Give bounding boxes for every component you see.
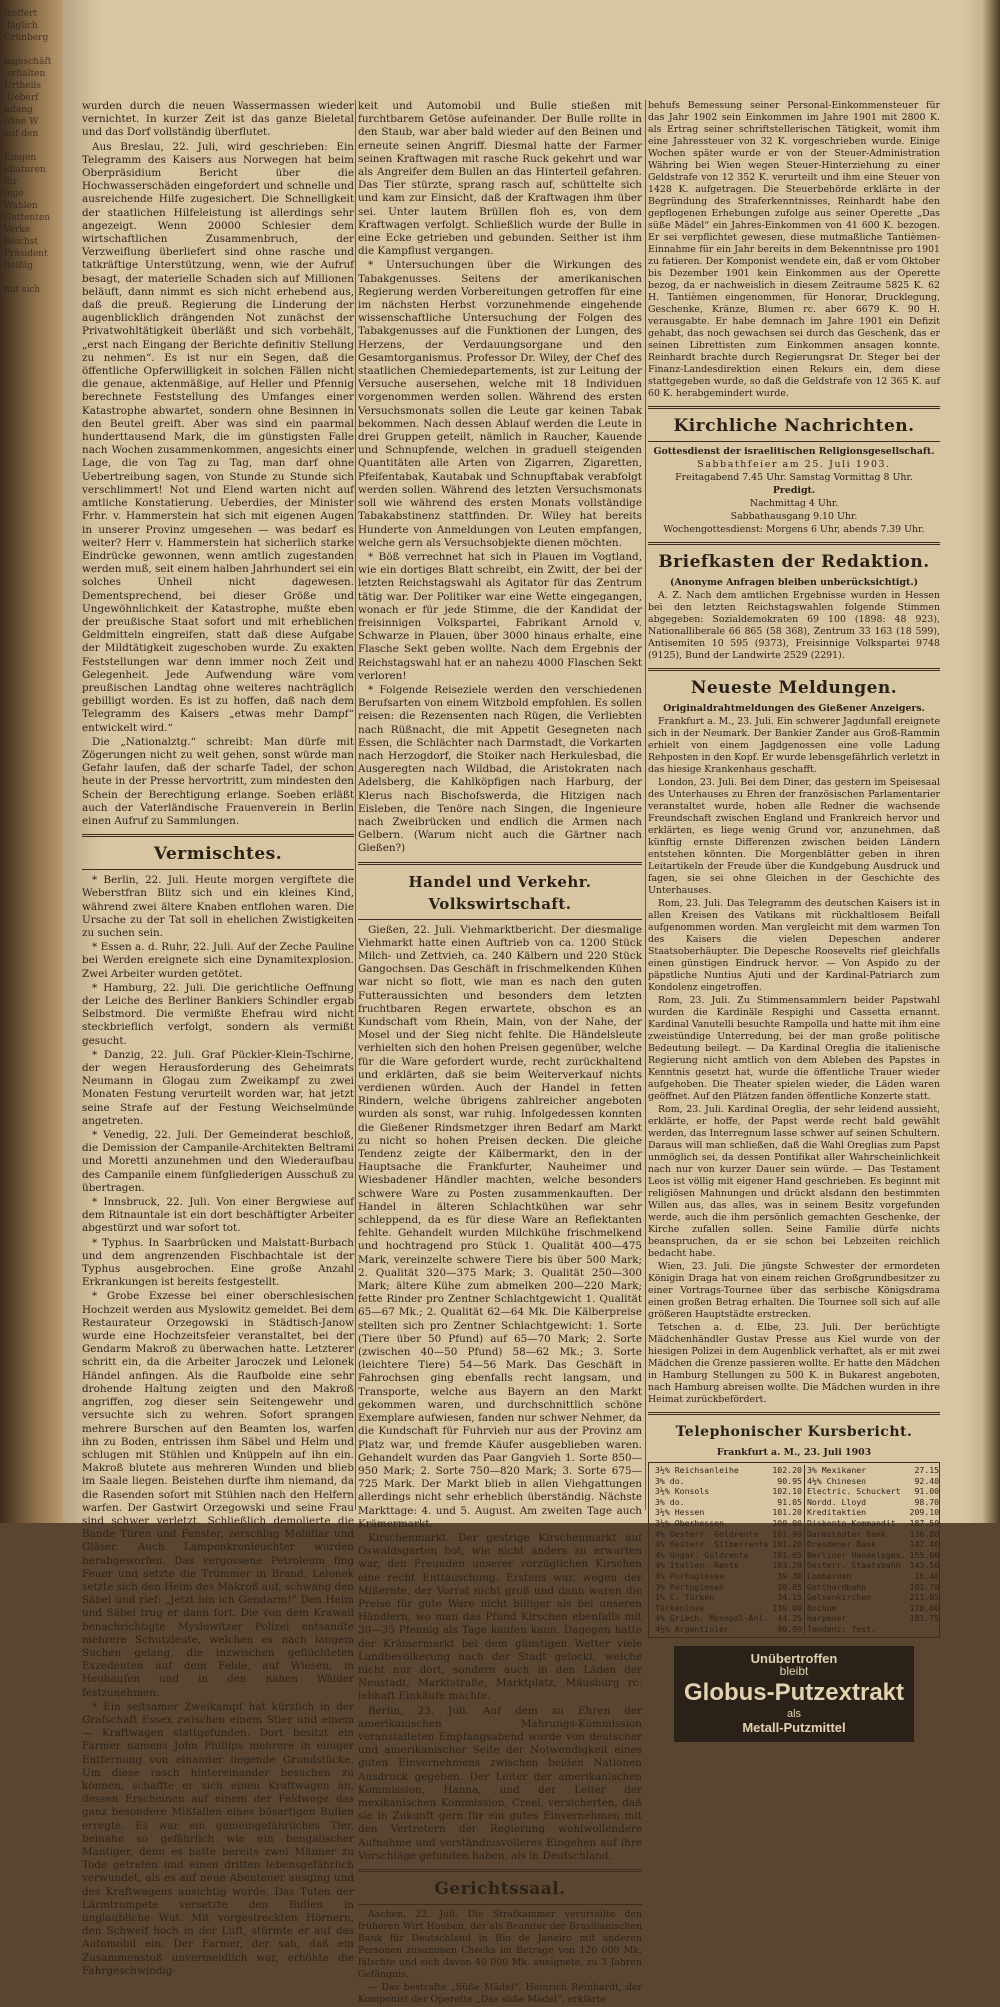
section-heading-gerichtssaal: Gerichtssaal.: [434, 1879, 566, 1899]
column-2: [358, 100, 642, 2007]
stock-name: Electric. Schuckert: [804, 1486, 907, 1497]
column-1: [82, 100, 354, 1979]
column-3: [648, 100, 940, 1742]
stock-name: Berliner Handelsges.: [804, 1550, 907, 1561]
article-text: * Untersuchungen über die Wirkungen des Tabakgenusses. Seitens der amerikanischen Regierung werden Vorbereitungen getroffen für eine im nächsten Herbst vorzunehmende eingehende wissenschaftliche Untersuchung der Folgen des Tabakgenusses auf die Funktionen der Lungen, des Herzens, der Verdauungsorgane und den Gesamtorganismus. Professor Dr. Wiley, der Chef des staatlichen Chemiedepartements, ist zur Leitung der Versuche ausersehen, welche mit 18 Individuen vorgenommen werden sollen. Während des ersten Versuchsmonats sollen die Leute gar keinen Tabak bekommen. Nach dessen Ablauf werden die Leute in drei Gruppen geteilt, nämlich in Raucher, Kauende und Schnupfende, welchen in graduell steigenden Quantitäten alle Arten von Zigarren, Zigaretten, Pfeifentabak, Kautabak und Schnupftabak verabfolgt werden sollen. Während des letzten Versuchsmonats soll wie während des ersten Monats vollständige Tabakabstinenz stattfinden. Dr. Wiley hat bereits Hunderte von Anmeldungen von Leuten empfangen, welche gern als Versuchsobjekte dienen möchten.: [358, 259, 642, 549]
market-report: Kirschenmarkt. Der gestrige Kirschenmarkt auf Oswaldsgarten bot, wie nicht anders zu erwarten war, den Freunden unserer vorzüglichen Kirschen eine recht Enttäuschung. Erstens war, wegen der Mißernte, der Vorrat nicht groß und dann waren die Preise für gute Ware nicht billiger als bei unseren Händlern, wo man das Pfund Kirschen ebenfalls mit 30—35 Pfennig als Tage kaufen kann. Dagegen hatte der Krämermarkt bei dem günstigen Wetter viele Landbevölkerung nach der Stadt gelockt, welche nicht nur dort, sondern auch in den Läden der Neustadt, Marktstraße, Marktplatz, Mäusburg rc. lebhaft Einkäufe machte.: [358, 1531, 642, 1703]
stock-price: 39.30: [777, 1570, 802, 1581]
market-report: Gießen, 22. Juli. Viehmarktbericht. Der diesmalige Viehmarkt hatte einen Auftrieb von ca. 1200 Stück Milch- und Zettvieh, ca. 240 Kälbern und 220 Stück Gangochsen. Das Geschäft in frischmelkenden Kühen war nicht so flott, wie man es nach den guten Futteraussichten und besonders dem letzten fruchtbaren Regen erwartete, obschon es an Kundschaft vom Rhein, Main, von der Nahe, der Mosel und der Sieg nicht fehlte. Die Händelsleute verhielten sich den hohen Preisen gegenüber, welche für die Ware gefordert wurde, recht zurückhaltend und erklärten, daß sie beim Weiterverkauf nichts verdienen würden. Auch der Handel in fetten Rindern, welche übrigens zahlreicher angeboten wurden als sonst, war ruhig. Infolgedessen konnten die Gießener Rindsmetzger ihren Bedarf am Markt zu nicht so hohen Preisen decken. Die gleiche Tendenz zeigte der Kälbermarkt, den in der Hauptsache die Frankfurter, Nauheimer und Wiesbadener Händler machten, welche besonders schwere Ware zu Posten zusammenkauften. Der Handel in älteren Schlachtkühen war sehr schleppend, da es für diese Ware an Reflektanten fehlte. Gehandelt wurden Milchkühe frischmelkend und hochtragend pro Stück 1. Qualität 400—475 Mark, vereinzelte schwere Tiere bis über 500 Mark; 2. Qualität 320—375 Mark; 3. Qualität 250—300 Mark; ältere Kühe zum abmelken 200—220 Mark; fette Rinder pro Zentner Schlachtgewicht 1. Qualität 65—67 Mk.; 2. Qualität 62—64 Mk. Die Kälberpreise stellten sich pro Zentner Schlachtgewicht: 1. Sorte (Tiere über 50 Pfund) auf 65—70 Mark; 2. Sorte (zwischen 40—50 Pfund) 58—62 Mk.; 3. Sorte (leichtere Tiere) 54—56 Mark. Das Geschäft in Fahrochsen ging ebenfalls recht langsam, und Transporte, welche aus Bayern an den Markt gekommen waren, und durchschnittlich schöne Exemplare aufwiesen, fanden nur schwer Nehmer, da die Kundschaft für Fuhrvieh nur aus der Provinz am Platz war, und fremde Käufer ausgeblieben waren. Gehandelt wurden das Paar Gangvieh 1. Sorte 850—950 Mark; 2. Sorte 750—820 Mark; 3. Sorte 675—725 Mark. Der Markt blieb in allen Viehgattungen allerdings nicht sehr erheblich überständig. Nächste Markttage: 4. und 5. August. Am zweiten Tage auch Krämermarkt.: [358, 923, 642, 1530]
news-item: Rom, 23. Juli. Kardinal Oreglia, der sehr leidend aussieht, erklärte, er hoffe, der Papst werde recht bald gewählt werden, das Interregnum lasse schwer auf seinen Schultern. Daraus will man schließen, daß die Wahl Oreglias zum Papst unmöglich sei, da dessen Pontifikat aller Wahrscheinlichkeit nach nur von kurzer Dauer sein würde. — Das Testament Leos ist völlig mit eigener Hand geschrieben. Es beginnt mit religiösen Mahnungen und drückt alsdann den bestimmten Willen aus, das alles, was in seinem Besitz vorgefunden werde, auch die ihm persönlich gemachten Geschenke, der Kirche zufallen sollen. Seine Familie dürfe nichts beanspruchen, da er sie schon bei Lebzeiten reichlich bedacht habe.: [648, 1104, 940, 1259]
section-rule: [358, 862, 642, 865]
stock-price: 147.40: [909, 1539, 940, 1550]
section-rule: [648, 441, 940, 442]
market-report: Berlin, 23. Juli. Auf dem zu Ehren der amerikanischen Mahrungs-Kommission veranstalteten Empfangsabend wurde von deutscher und amerikanischer Seite der Notwendigkeit eines guten Einvernehmens zwischen beiden Nationen Ausdruck gegeben. Der Leiter der amerikanischen Kommission, Hanna, und der Leiter der mexikanischen Kommission, Creel, versicherten, daß sie in Zukunft gern für ein gutes Einvernehmen mit den Vertretern der Regierung wohlwollendere Aufnahme und verständnisvolleres Eingehen auf ihre Vorschläge gefunden haben, als in Deutschland.: [358, 1704, 642, 1862]
section-rule: [358, 1869, 642, 1872]
section-heading-kirchliche: Kirchliche Nachrichten.: [673, 416, 915, 436]
ad-line: Unübertroffen: [750, 1650, 838, 1666]
previous-page-edge: [0, 0, 62, 1523]
stock-row: [653, 1603, 941, 1614]
section-rule: [82, 834, 354, 837]
stock-row: [653, 1571, 941, 1582]
stock-price: 101.20: [772, 1507, 802, 1518]
ad-line: als: [786, 1707, 802, 1720]
stock-price: 34.15: [777, 1592, 802, 1603]
stock-row: [653, 1624, 941, 1635]
stock-price: 139.00: [772, 1602, 802, 1613]
section-rule: [648, 1412, 940, 1415]
stock-price: 209.10: [909, 1507, 940, 1518]
stock-price: 101.20: [772, 1539, 802, 1550]
kursbericht-date: Frankfurt a. M., 23. Juli 1903: [716, 1447, 872, 1458]
stock-name: Bochum: [804, 1603, 907, 1614]
advertisement-globus: [674, 1646, 914, 1742]
stock-name: 4% Portugiesen: [655, 1570, 725, 1581]
ad-line: Metall-Putzmittel: [742, 1720, 846, 1736]
stock-table: [653, 1465, 941, 1635]
stock-price: 155.00: [909, 1549, 940, 1560]
stock-name: Kreditaktien: [804, 1507, 907, 1518]
news-item: * Innsbruck, 22. Juli. Von einer Bergwiese auf dem Ritnauntale ist ein dort beschäftigter Arbeiter abgestürzt und war sofort tot.: [82, 1196, 354, 1235]
stock-price: 90.95: [777, 1475, 802, 1486]
stock-row: [653, 1507, 941, 1518]
church-line: Nachmittag 4 Uhr.: [749, 498, 839, 509]
stock-name: 4% Italien. Rente: [655, 1560, 739, 1571]
article-text: * Böß verrechnet hat sich in Plauen im Vogtland, wie ein dortiges Blatt schreibt, ein Zwitt, der bei der letzten Reichstagswahl als Agitator für das Zentrum tätig war. Der Politiker war eine Wette eingegangen, wonach er für jede Stimme, die der Kandidat der freisinnigen Volkspartei, Fabrikant Arnold v. Schwarze in Plauen, über 3000 hinaus erhalte, eine Flasche Sekt geben wollte. Nach dem Ergebnis der Reichstagswahl hat er an nahezu 4000 Flaschen Sekt verloren!: [358, 550, 642, 682]
stock-name: Gotthardbahn: [804, 1582, 907, 1593]
stock-price: 102.20: [772, 1465, 802, 1475]
section-heading-kursbericht: Telephonischer Kursbericht.: [675, 1424, 913, 1440]
stock-name: 3% do.: [655, 1496, 685, 1507]
section-rule: [358, 1904, 642, 1905]
stock-name: Türkenlose: [655, 1602, 705, 1613]
stock-name: 4% Griech. Monopol-Anl.: [655, 1613, 769, 1624]
stock-name: Tendenz: fest.: [804, 1624, 907, 1635]
column-rule: [355, 100, 356, 1510]
stock-row: [653, 1465, 941, 1476]
section-heading-vermischtes: Vermischtes.: [153, 844, 283, 865]
stock-name: Harpener: [804, 1613, 907, 1624]
news-item: London, 23. Juli. Bei dem Diner, das gestern im Speisesaal des Unterhauses zu Ehren der französischen Parlamentarier veranstaltet wurde, hoben alle Redner die wachsende Freundschaft zwischen England und Frankreich hervor und erklärten, es liege wenig Grund vor, anzunehmen, daß künftig ernste Differenzen zwischen beiden Ländern entstehen könnten. Die Morgenblätter geben in ihren Leitartikeln der Freude über die Kundgebung Ausdruck und fagen, sie sei ohne Gleichen in der Geschichte des Unterhauses.: [648, 777, 940, 896]
stock-name: 3½% Konsols: [655, 1486, 710, 1497]
stock-name: 3% Portugiesen: [655, 1581, 725, 1592]
news-item: Rom, 23. Juli. Das Telegramm des deutschen Kaisers ist in allen Kreisen des Vatikans mit rückhaltlosem Beifall aufgenommen worden. Man vergleicht mit dem warmen Ton des Kaisers die vielen Depeschen anderer Staatsoberhäupter. Die Depesche Roosevelts rief gleichfalls einen günstigen Eindruck hervor. — Von Aspido zu der päpstliche Nuntius Ajuti und der Kardinal-Patriarch zum Kondolenz eingetroffen.: [648, 898, 940, 993]
stock-price: 178.00: [909, 1602, 940, 1613]
news-item: * Essen a. d. Ruhr, 22. Juli. Auf der Zeche Pauline bei Werden ereignete sich eine Dynamitexplosion. Zwei Arbeiter wurden getötet.: [82, 941, 354, 980]
stock-name: 3½% Oberhessen: [655, 1517, 725, 1528]
news-item: Tetschen a. d. Elbe, 23. Juli. Der berüchtigte Mädchenhändler Gustav Presse aus Kiel wurde von der hiesigen Polizei in dem Augenblick verhaftet, als er mit zwei Mädchen die Grenze passieren wollte. Er hatte den Mädchen in Hamburg Stellungen zu 500 K. in Bukarest angeboten, nach Hamburg abreisen wollte. Die Mädchen wurden in ihre Heimat zurückbefördert.: [648, 1322, 940, 1405]
stock-name: 4% Oesterr. Goldrente: [655, 1528, 759, 1539]
stock-name: Oesterr. Staatsbahn: [804, 1560, 907, 1571]
previous-page-fragments: troffert fäglich Grünberg mgeschäft erhalten Urtheils Ueberf mfang ohne W auf den Eingen idiaturen für inge Wahlen Guttenten Verke Reichst Präsident fleißig mit sich: [4, 9, 52, 295]
church-line: Sabbathfeier am 25. Juli 1903.: [697, 459, 891, 470]
stock-price: 143.50: [909, 1560, 940, 1571]
stock-row: [653, 1539, 941, 1550]
newspaper-page: [62, 0, 1000, 2005]
stock-name: 4½% Chinesen: [804, 1476, 907, 1487]
ad-brand: Globus-Putzextrakt: [683, 1678, 905, 1706]
stock-price: [908, 1624, 942, 1635]
section-rule: [358, 919, 642, 920]
section-heading-handel: Handel und Verkehr. Volkswirtschaft.: [408, 872, 592, 913]
stock-price: 101.90: [772, 1528, 802, 1539]
court-report: Aachen, 22. Juli. Die Strafkammer verurteilte den früheren Wirt Houben, der als Beamter der Brasilianischen Bank für Deutschland in Rio de Janeiro mit anderen Personen zusammen Checks im Betrage von 120 000 Mk. fälschte und sich davon 40 000 Mk. aneignete, zu 3 Jahren Gefängnis.: [358, 1909, 642, 1980]
stock-row: [653, 1476, 941, 1487]
stock-row: [653, 1582, 941, 1593]
article-text: behufs Bemessung seiner Personal-Einkommensteuer für das Jahr 1902 sein Einkommen im Jahre 1901 mit 2800 K. als Ertrag seiner schriftstellerischen Tätigkeit, womit ihm eine Jahressteuer von 32 K. vorgeschrieben wurde. Einige Wochen später wurde er von der Steuer-Administration Währing bei Wien wegen Steuer-Hinterziehung zu einer Geldstrafe von 12 352 K. verurteilt und ihm eine Steuer von 1428 K. aufgetragen. Die Steuerbehörde erklärte in der Begründung des Straferkenntnisses, Reinhardt habe den gepflogenen Erhebungen zufolge aus seiner Operette „Das süße Mädel“ ein Jahres-Einkommen von 41 600 K. bezogen. Er sei verpflichtet gewesen, diese mutmaßliche Tantièmen-Einnahme für ein Jahr bereits in dem Bekenntnisse pro 1901 zu fatieren. Der Komponist wendete ein, daß er vom Oktober bis Dezember 1901 kein Einkommen aus der Operette bezog, da er nachweislich in diesem Zeitraume 5825 K. 62 H. Tantièmen eingenommen, für Honorar, Drucklegung, Geschenke, Kränze, Blumen rc. aber 6679 K. 90 H. verausgabte. Er habe demnach im Jahre 1901 ein Defizit gehabt, das noch gewachsen sei durch das Geschenk, das er seinen Librettisten zum Einkommen ansagen konnte. Reinhardt brachte durch Regierungsrat Dr. Steger bei der Finanz-Landesdirektion einen Rekurs ein, dem diese stattgegeben wurde, so daß die Geldstrafe von 12 365 K. auf 60 K. herabgemindert wurde.: [648, 100, 940, 399]
news-item: * Ein seltsamer Zweikampf hat kürzlich in der Grafschaft Essex zwischen einem Stier und einem — Kraftwagen stattgefunden. Dort besitzt ein Farmer namens John Phillips mehrere in einiger Entfernung von einander liegende Grundstücke. Um diese rasch hintereinander besuchen zu können, schaffte er sich einen Kraftwagen an, dessen Erscheinen auf einem der Feldwege das ganz besondere Mißfallen eines bösartigen Bullen erregte. Es war ein gemeingefährliches Tier, beinahe so gefährlich wie ein bengalischer Mantiger, denn es hatte bereits zwei Männer zu Tode getreten und einen dritten lebensgefährlich verwundet, als es auf neue Abenteuer ausging und des Kraftwagens ansichtig wurde. Das Tuten der Lärmtrompete versetzte den Bullen in unglaubliche Wut. Mit vorgestreckten Hörnern, den Schweif hoch in der Luft, stürmte er auf das Automobil ein. Der Farmer, der sah, daß ein Zusammenstoß unvermeidlich war, erhöhte die Fahrgeschwindig-: [82, 1700, 354, 1977]
stock-row: [653, 1613, 941, 1624]
stock-price: 91.00: [914, 1486, 940, 1497]
stock-name: 3½% Hessen: [655, 1507, 705, 1518]
stock-row: [653, 1529, 941, 1540]
court-report: — Das bestrafte „Süße Mädel“. Heinrich Reinhardt, der Komponist der Operette „Das süße Mädel“, erklärte: [358, 1982, 642, 2005]
briefkasten-note: (Anonyme Anfragen bleiben unberücksichtigt.): [669, 577, 919, 588]
news-item: * Berlin, 22. Juli. Heute morgen vergiftete die Weberstfran Blitz sich und ein kleines Kind, während zwei ältere Knaben entflohen waren. Die Ursache zu der Tat soll in ehelichen Zwistigkeiten zu suchen sein.: [82, 874, 354, 939]
section-rule: [82, 869, 354, 870]
section-heading-briefkasten: Briefkasten der Redaktion.: [658, 552, 930, 572]
article-text: * Folgende Reiseziele werden den verschiedenen Berufsarten von einem Witzbold empfohlen. Es sollen reisen: die Rezensenten nach Rügen, die Verliebten nach Rüßnacht, die mit Appetit Gesegneten nach Essen, die Schlächter nach Darmstadt, die Vorkarten nach Herzogdorf, die Stoiker nach Herkulesbad, die Ausgeregten nach Wildbad, die Aristokraten nach Adelsberg, die Kahlköpfigen nach Harburg, der Klerus nach Bischofswerda, die Hitzigen nach Eisleben, die Tenöre nach Singen, die Ingenieure nach Zweibrücken und endlich die Armen nach Gelbern. (Warum nicht auch die Gärtner nach Gießen?): [358, 683, 642, 855]
stock-name: Lombarden: [804, 1571, 907, 1582]
news-item: * Typhus. In Saarbrücken und Malstatt-Burbach und dem angrenzenden Fischbachtale ist der Typhus ausgebrochen. Eine große Anzahl Erkrankungen ist bereits festgestellt.: [82, 1236, 354, 1289]
section-rule: [648, 406, 940, 409]
article-text: keit und Automobil und Bulle stießen mit furchtbarem Getöse aufeinander. Der Bulle rollte in den Staub, war aber bald wieder auf den Beinen und erneute seinen Angriff. Diesmal hatte der Farmer seinen Kraftwagen mit rasche Ruck gekehrt und war als Angreifer dem Bullen an das Hinterteil gefahren. Das Tier stürzte, sprang rasch auf, schüttelte sich und kam zur Einsicht, daß der Kraftwagen ihm über sei. Unter lautem Brüllen floh es, von dem Kraftwagen verfolgt. Schließlich wurde der Bulle in eine Ecke getrieben und gebunden. Seither ist ihm die Kampflust vergangen.: [358, 100, 642, 258]
stock-price: 181.75: [909, 1613, 940, 1624]
stock-name: Darmstädter Bank: [804, 1529, 907, 1540]
news-item: * Grobe Exzesse bei einer oberschlesischen Hochzeit werden aus Myslowitz gemeldet. Bei dem Restaurateur Orzegowski in Städtisch-Janow wurde eine Hochzeitsfeier veranstaltet, bei der Gendarm Makroß zu überwachen hatte. Letzterer schritt ein, da die Arbeiter Jaroczek und Lelonek Händel anfingen. Als die Raufbolde eine sehr drohende Haltung zeigten und den Makroß angriffen, zog dieser sein Seitengewehr und versuchte sich zu wehren. Sofort sprangen mehrere Burschen auf den Beamten los, warfen ihn zu Boden, entrissen ihm Säbel und Helm und schlugen mit Stühlen und Knüppeln auf ihn ein. Makroß blutete aus mehreren Wunden und blieb im Saale liegen. Beistehen durfte ihm niemand, da die Rasenden sofort mit Stühlen nach den Helfern warfen. Der Gastwirt Orzegowski und seine Frau sind schwer verletzt. Schließlich demolierte die Bande Türen und Fenster, zerschlug Mobiliar und Gläser. Auch Lampenkronleuchter wurden herabgeworfen. Das vergossene Petroleum fing Feuer und setzte die Trümmer in Brand. Lelonek setzte sich den Helm des Makroß auf, schwang den Säbel und rief: „Jetzt bin ich Gendarm!“ Den Helm und Säbel trug er dann fort. Die von dem Krawall benachrichtigte Myslowitzer Polizei entsandte mehrere Schutzleute, welchen es nach langem Suchen gelang, die inzwischen geflüchteten Exzedenten auf dem Felde, auf Wiesen, in Heuhaufen und in den nahen Wälder festzunehmen.: [82, 1290, 354, 1699]
briefkasten-item: A. Z. Nach dem amtlichen Ergebnisse wurden in Hessen bei den letzten Reichstagswahlen folgende Stimmen abgegeben: Sozialdemokraten 69 100 (1898: 48 923), Nationalliberale 66 865 (58 368), Zentrum 33 163 (18 599), Antisemiten 10 595 (9373), Freisinnige Volkspartei 9748 (9125), Bund der Landwirte 2529 (2291).: [648, 590, 940, 661]
stock-name: Dresdener Bank: [804, 1539, 907, 1550]
article-text: wurden durch die neuen Wassermassen wieder vernichtet. In kurzer Zeit ist das ganze Bieletal und das Dorf vollständig überflutet.: [82, 100, 354, 139]
stock-price: 187.50: [909, 1517, 940, 1528]
article-text: Die „Nationalztg.“ schreibt: Man dürfe mit Zögerungen nicht zu weit gehen, sonst würde man Gefahr laufen, daß der scharfe Tadel, der schon heute in der Presse hervortritt, zum mindesten den Schein der Berechtigung erlange. Soeben erläßt auch der Vaterländische Frauenverein in Berlin einen Aufruf zu Sammlungen.: [82, 735, 354, 827]
stock-name: 3% do.: [655, 1475, 685, 1486]
news-item: Wien, 23. Juli. Die jüngste Schwester der ermordeten Königin Draga hat von einem reichen Großgrundbesitzer zu einer Vortrags-Tournee über das serbische Königsdrama einen großen Betrag erhalten. Die Tournee soll sich auf alle größeren Hauptstädte erstrecken.: [648, 1261, 940, 1320]
church-line: Wochengottesdienst: Morgens 6 Uhr, abends 7.39 Uhr.: [663, 524, 925, 535]
stock-price: 16.40: [914, 1570, 940, 1581]
stock-table-box: [648, 1462, 940, 1638]
stock-row: [653, 1486, 941, 1497]
stock-price: 44.25: [777, 1613, 802, 1624]
news-item: * Venedig, 22. Juli. Der Gemeinderat beschloß, die Demission der Campanile-Architekten Beltrami und Moretti anzunehmen und den Wiederaufbau des Campanile einem fünfgliederigen Ausschuß zu übertragen.: [82, 1129, 354, 1194]
section-heading-neueste: Neueste Meldungen.: [690, 678, 898, 698]
neueste-subtitle: Originaldrahtmeldungen des Gießener Anzeigers.: [663, 703, 925, 714]
stock-name: Gelsenkirchen: [804, 1592, 907, 1603]
article-text: Aus Breslau, 22. Juli, wird geschrieben: Ein Telegramm des Kaisers aus Norwegen hat beim Oberpräsidium Bericht über die Hochwasserschäden eingefordert und schnelle und ausreichende Hilfe zugesichert. Die Schnelligkeit der staatlichen Hilfeleistung ist allerdings sehr angezeigt. Wenn 20000 Schlesier dem wirtschaftlichen Zusammenbruch, der Verzweiflung überliefert sind ohne rasche und tatkräftige Unterstützung, wenn, wie der Aufruf besagt, der materielle Schaden sich auf Millionen beläuft, dann nimmt es sich nicht erhebend aus, daß die preuß. Regierung die Linderung der augenblicklich drängenden Not zunächst der Privatwohltätigkeit überläßt und sich vorbehält, „erst nach Eingang der Berichte definitiv Stellung zu nehmen“. Es ist nur ein Segen, daß die öffentliche Opferwilligkeit in solchen Fällen nicht die genaue, aktenmäßige, auf Heller und Pfennig berechnete Feststellung des Umfanges einer Katastrophe abwartet, sondern ohne Besinnen in den Beutel greift. Aber was sind ein paarmal hunderttausend Mark, die im günstigsten Falle nach Wochen zusammenkommen, angesichts einer Lage, die von Tag zu Tag, man darf ohne Uebertreibung sagen, von Stunde zu Stunde sich verschlimmert! Not und Elend warten nicht auf amtliche Konstatierung. Ueberdies, der Minister Frhr. v. Hammerstein hat sich mit eigenen Augen in unserer Provinz umgesehen — was bedarf es weiter? Herr v. Hammerstein hat sicherlich starke Eindrücke gewonnen, wenn amtlich zugestanden werden muß, seit einem halben Jahrhundert sei ein solches Unheil nicht dagewesen. Dementsprechend, bei dieser Größe und Ungewöhnlichkeit der Katastrophe, mußte eben der preußische Staat sofort und mit erheblichen Geldmitteln eingreifen, statt daß diese Aufgabe der Mildtätigkeit zugeschoben wurde. Zu exakten Feststellungen war denn immer noch Zeit und Gelegenheit. Jede Aufwendung wäre vom preußischen Landtag ohne weiteres nachträglich gebilligt worden. Es ist zu hoffen, daß nach dem Telegramm des Kaisers „etwas mehr Dampf“ entwickelt wird.“: [82, 140, 354, 734]
ad-line: bleibt: [779, 1663, 809, 1678]
church-line: Sabbathausgang 9.10 Uhr.: [730, 511, 858, 522]
stock-name: 1% C. Türken: [655, 1592, 715, 1603]
stock-row: [653, 1560, 941, 1571]
church-line: Predigt.: [772, 485, 816, 496]
stock-price: 102.10: [772, 1486, 802, 1497]
page-edge: [982, 0, 1000, 1523]
stock-price: 98.70: [914, 1496, 940, 1507]
church-subtitle: Gottesdienst der israelitischen Religionsgesellschaft.: [653, 446, 935, 457]
section-rule: [648, 668, 940, 671]
stock-price: 191.70: [909, 1581, 940, 1592]
stock-row: [653, 1550, 941, 1561]
stock-price: 100.00: [772, 1517, 802, 1528]
stock-price: 136.80: [909, 1528, 940, 1539]
stock-name: 3½% Reichsanleihe: [655, 1465, 739, 1475]
stock-price: 90.90: [777, 1623, 802, 1634]
news-item: Rom, 23. Juli. Zu Stimmensammlern beider Papstwahl wurden die Kardinäle Respighi und Cassetta ernannt. Kardinal Vanutelli besuchte Rampolla und hatte mit ihm eine zweistündige Unterredung, bei der man große politische Bedeutung beilegt. — Da Kardinal Oreglia die italienische Regierung nicht amtlich von dem Ableben des Papstes in Kenntnis gesetzt hat, wurde die öffentliche Trauer wieder aufgehoben. Die Theater spielen wieder, die Läden waren geöffnet. Auf den Plätzen fanden öffentliche Konzerte statt.: [648, 995, 940, 1102]
stock-name: Diskonto-Kommandit: [804, 1518, 907, 1529]
stock-name: 4½% Argentinier: [655, 1623, 729, 1634]
stock-name: 4% Oesterr. Silberrente: [655, 1539, 769, 1550]
stock-row: [653, 1497, 941, 1508]
stock-price: 101.65: [772, 1549, 802, 1560]
stock-row: [653, 1518, 941, 1529]
news-item: * Hamburg, 22. Juli. Die gerichtliche Oeffnung der Leiche des Berliner Bankiers Schindler ergab Selbstmord. Die vermißte Ehefrau wird nicht steckbrieflich verfolgt, sondern als vermißt gesucht.: [82, 981, 354, 1047]
news-item: Frankfurt a. M., 23. Juli. Ein schwerer Jagdunfall ereignete sich in der Neumark. Der Bankier Zander aus Groß-Rammin erhielt von einem Jagdgenossen eine volle Ladung Rehposten in den Kopf. Er wurde lebensgefährlich verletzt in das hiesige Krankenhaus geschafft.: [648, 716, 940, 775]
stock-name: 3% Mexikaner: [804, 1465, 907, 1476]
news-item: * Danzig, 22. Juli. Graf Pückler-Klein-Tschirne, der wegen Herausforderung des Geheimrats Neumann in Glogau zum Zweikampf zu zwei Monaten Festung verurteilt worden war, hat jetzt seine Strafe auf der Festung Weichselmünde angetreten.: [82, 1048, 354, 1127]
stock-price: 91.05: [777, 1496, 802, 1507]
stock-row: [653, 1592, 941, 1603]
stock-price: 27.15: [914, 1465, 940, 1475]
column-rule: [645, 100, 646, 1510]
stock-price: 103.20: [772, 1560, 802, 1571]
church-line: Freitagabend 7.45 Uhr. Samstag Vormittag 8 Uhr.: [675, 472, 913, 483]
stock-name: 4% Ungar. Goldrente: [655, 1549, 749, 1560]
stock-price: 92.40: [914, 1475, 940, 1486]
stock-name: Nordd. Lloyd: [804, 1497, 907, 1508]
stock-price: 211.85: [909, 1592, 940, 1603]
section-rule: [648, 542, 940, 545]
stock-price: 30.85: [777, 1581, 802, 1592]
